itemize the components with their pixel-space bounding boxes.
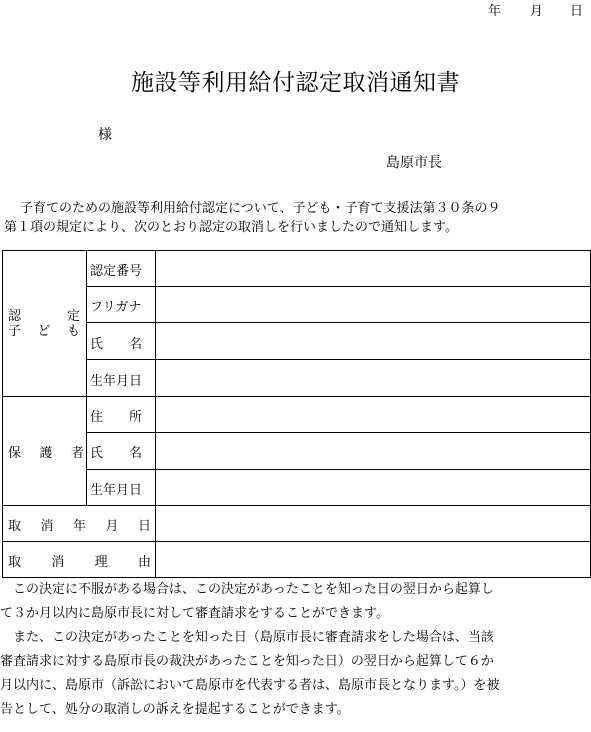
cancel-reason-char: 取: [8, 555, 22, 570]
document-title: 施設等利用給付認定取消通知書: [131, 70, 460, 96]
child-group-label-bottom: [8, 320, 80, 339]
issuer-name: 島原市長: [386, 155, 442, 171]
cancel-reason-char: 理: [94, 555, 108, 570]
child-label-char: 定: [66, 309, 80, 324]
value-cell-child-birthdate[interactable]: [156, 360, 590, 396]
cancel-date-char: 取: [8, 519, 22, 534]
recipient-honorific: 様: [98, 127, 112, 143]
cancellation-form-table: [2, 250, 591, 578]
date-line: [458, 0, 591, 18]
notice-line: また、この決定があったことを知った日（島原市長に審査請求をした場合は、当該: [0, 630, 494, 645]
cancel-date-char: 日: [137, 519, 151, 534]
value-cell-child-name[interactable]: [156, 323, 590, 359]
value-cell-guardian-birthdate[interactable]: [156, 470, 590, 505]
date-month-label: 月: [530, 4, 544, 19]
row-label-cancel-date: [8, 515, 151, 534]
row-label-guardian-name: 氏 名: [90, 446, 143, 461]
guardian-label-char: 保: [8, 446, 22, 461]
value-cell-certification-number[interactable]: [156, 251, 590, 286]
appeal-notice: [0, 578, 591, 722]
value-cell-cancel-date[interactable]: [156, 506, 590, 541]
notice-line: て３か月以内に島原市長に対して審査請求をすることができます。: [0, 606, 389, 621]
child-label-char: 子: [8, 324, 22, 339]
value-cell-furigana[interactable]: [156, 287, 590, 322]
cancel-date-char: 年: [72, 519, 86, 534]
date-day-label: 日: [570, 4, 584, 19]
child-label-char: ど: [37, 324, 51, 339]
notice-line: この決定に不服がある場合は、この決定があったことを知った日の翌日から起算し: [0, 582, 494, 597]
row-label-child-birthdate: 生年月日: [90, 374, 143, 389]
notice-line: 告として、処分の取消しの訴えを提起することができます。: [0, 702, 350, 717]
guardian-group-label: [8, 442, 84, 461]
row-label-cancel-reason: [8, 551, 151, 570]
guardian-label-char: 護: [39, 446, 53, 461]
value-cell-guardian-name[interactable]: [156, 433, 590, 469]
cancel-reason-char: 消: [51, 555, 65, 570]
notice-line: 月以内に、島原市（訴訟において島原市を代表する者は、島原市長となります。）を被: [0, 678, 500, 693]
cancel-date-char: 月: [105, 519, 119, 534]
child-label-char: 認: [8, 309, 22, 324]
guardian-label-char: 者: [70, 446, 84, 461]
value-cell-cancel-reason[interactable]: [156, 542, 590, 577]
cancel-reason-char: 由: [137, 555, 151, 570]
row-label-furigana: フリガナ: [90, 300, 142, 315]
date-year-label: 年: [488, 4, 502, 19]
row-label-child-name: 氏 名: [90, 337, 143, 352]
intro-paragraph: [4, 199, 591, 237]
cancel-date-char: 消: [40, 519, 54, 534]
value-cell-guardian-address[interactable]: [156, 397, 590, 432]
intro-line: 第１項の規定により、次のとおり認定の取消しを行いましたので通知します。: [4, 220, 458, 235]
row-label-guardian-address: 住 所: [90, 410, 143, 425]
notice-line: 審査請求に対する島原市長の裁決があったことを知った日）の翌日から起算して６か: [0, 654, 494, 669]
child-label-char: も: [66, 324, 80, 339]
row-label-certification-number: 認定番号: [90, 264, 143, 279]
intro-line: 子育てのための施設等利用給付認定について、子ども・子育て支援法第３０条の９: [20, 201, 501, 216]
row-label-guardian-birthdate: 生年月日: [90, 483, 143, 498]
